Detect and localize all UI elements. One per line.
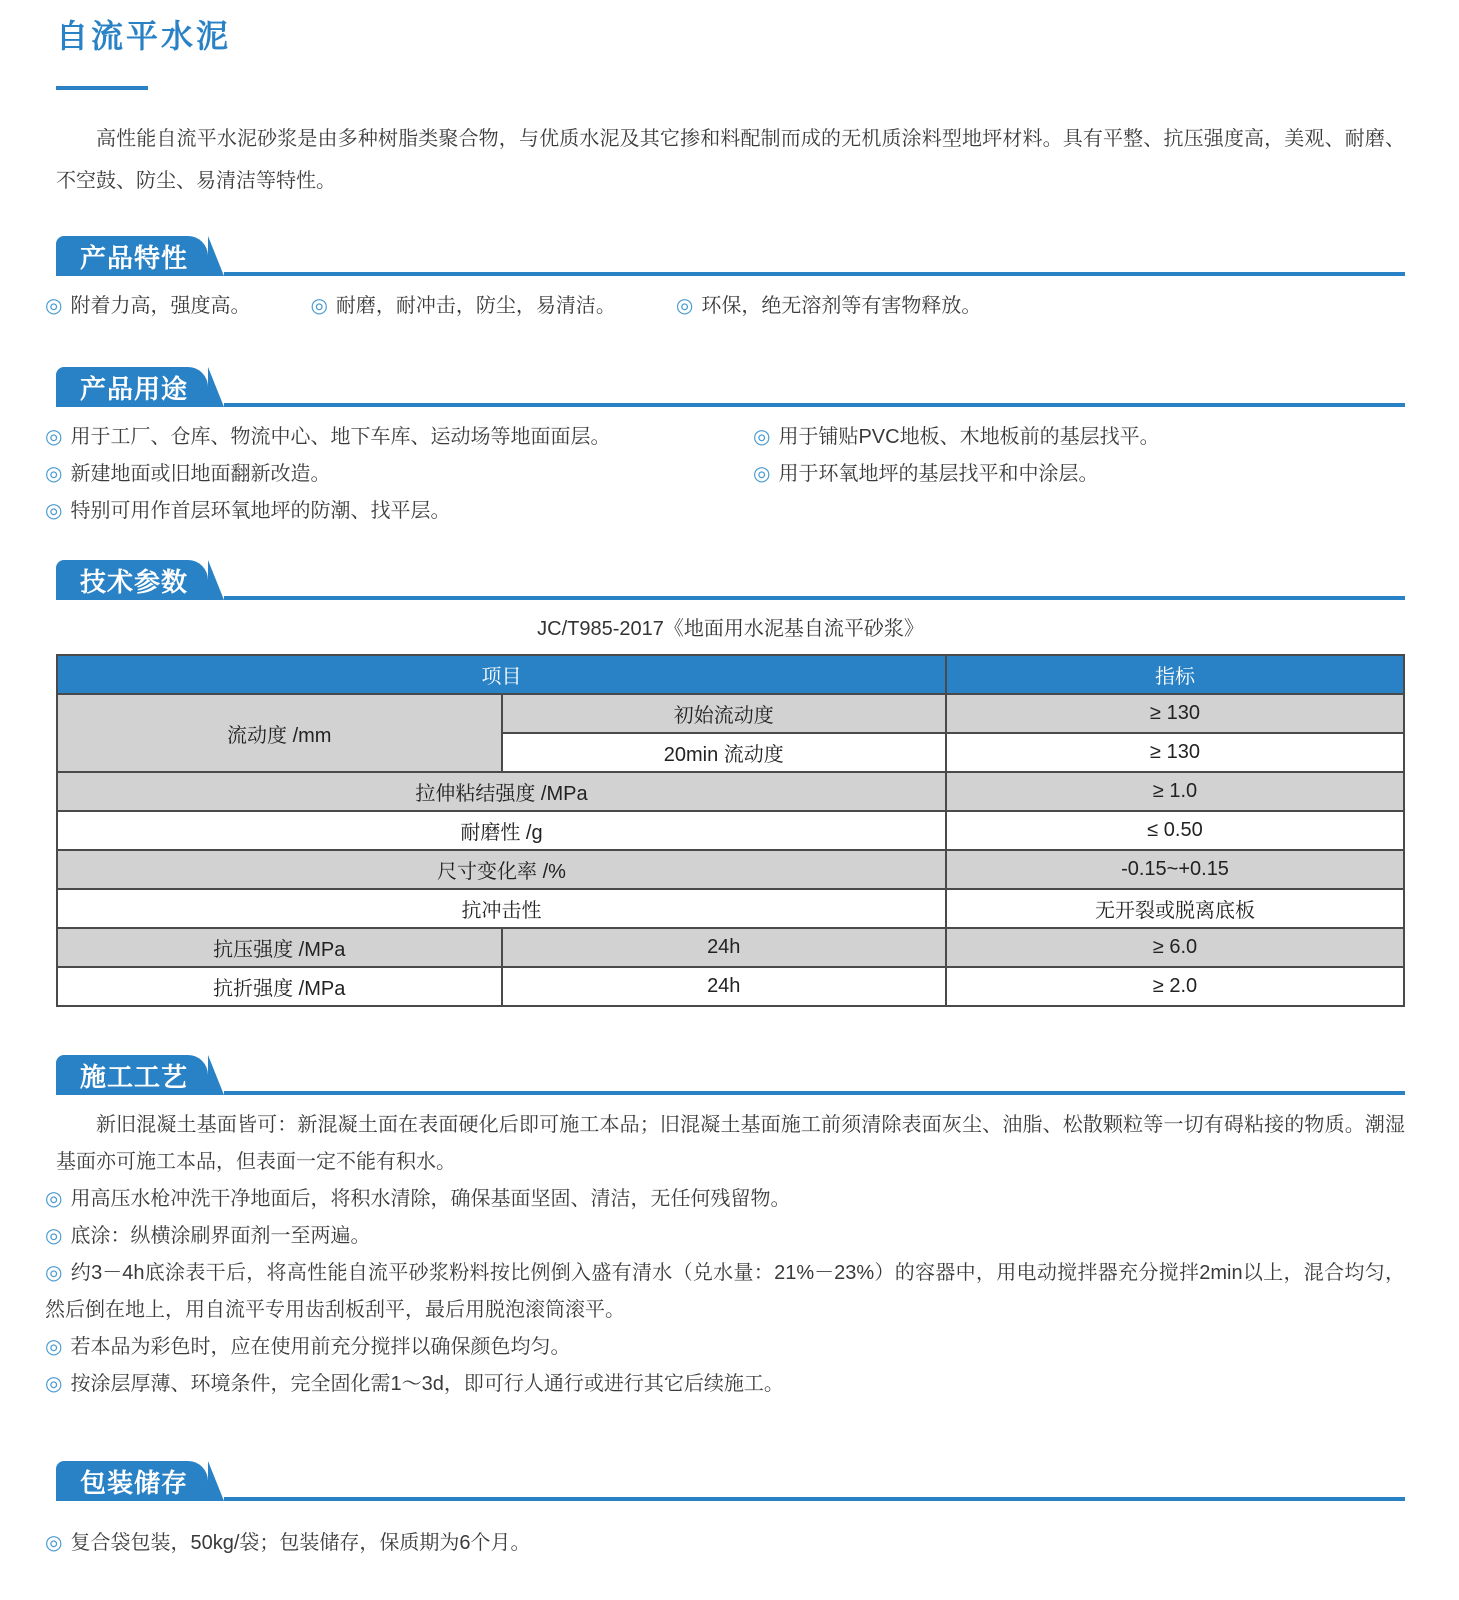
section-rule	[224, 272, 1405, 276]
spec-cell-flow-20min-label: 20min 流动度	[502, 733, 947, 772]
spec-row-flexural	[57, 967, 1404, 1006]
section-tab-uses: 产品用途	[56, 367, 208, 407]
process-intro-paragraph: 新旧混凝土基面皆可：新混凝土面在表面硬化后即可施工本品；旧混凝土基面施工前须清除表面灰尘、油脂、松散颗粒等一切有碍粘接的物质。潮湿基面亦可施工本品，但表面一定不能有积水。	[56, 1114, 1405, 1173]
page-title: 自流平水泥	[56, 18, 232, 54]
process-text: 约3－4h底涂表干后，将高性能自流平砂浆粉料按比例倒入盛有清水（兑水量：21%－23%）的容器中，用电动搅拌器充分搅拌2min以上，混合均匀，然后倒在地上，用自流平专用齿刮板刮平，最后用脱泡滚筒滚平。	[45, 1262, 1406, 1321]
spec-cell-compressive-time: 24h	[502, 928, 947, 967]
section-header-packaging	[56, 1461, 1405, 1501]
spec-cell-dimension-value: -0.15~+0.15	[946, 850, 1404, 889]
use-item-empty	[753, 493, 1405, 530]
use-item	[45, 419, 753, 456]
spec-row-tensile	[57, 772, 1404, 811]
spec-cell-impact-label: 抗冲击性	[57, 889, 946, 928]
spec-table	[56, 654, 1405, 1007]
bullet-icon: ◎	[753, 426, 771, 448]
packaging-item	[45, 1525, 1405, 1562]
bullet-icon: ◎	[45, 1336, 63, 1358]
process-item	[45, 1366, 1405, 1403]
use-text: 用于铺贴PVC地板、木地板前的基层找平。	[778, 426, 1160, 448]
spec-cell-abrasion-label: 耐磨性 /g	[57, 811, 946, 850]
bullet-icon: ◎	[45, 295, 63, 317]
bullet-icon: ◎	[310, 295, 328, 317]
process-text: 若本品为彩色时，应在使用前充分搅拌以确保颜色均匀。	[70, 1336, 571, 1358]
bullet-icon: ◎	[45, 1373, 63, 1395]
bullet-icon: ◎	[45, 1188, 63, 1210]
packaging-text: 复合袋包装，50kg/袋；包装储存，保质期为6个月。	[70, 1532, 531, 1554]
process-body	[45, 1107, 1405, 1403]
use-item	[753, 419, 1405, 456]
section-rule	[224, 1091, 1405, 1095]
spec-cell-flow-initial-label: 初始流动度	[502, 694, 947, 733]
section-tab-packaging: 包装储存	[56, 1461, 208, 1501]
spec-cell-flexural-value: ≥ 2.0	[946, 967, 1404, 1006]
bullet-icon: ◎	[675, 295, 694, 317]
section-rule	[224, 1497, 1405, 1501]
feature-item	[676, 288, 981, 325]
bullet-icon: ◎	[45, 426, 63, 448]
spec-cell-flexural-label: 抗折强度 /MPa	[57, 967, 502, 1006]
use-text: 特别可用作首层环氧地坪的防潮、找平层。	[70, 500, 451, 522]
intro-paragraph: 高性能自流平水泥砂浆是由多种树脂类聚合物，与优质水泥及其它掺和料配制而成的无机质涂料型地坪材料。具有平整、抗压强度高，美观、耐磨、不空鼓、防尘、易清洁等特性。	[56, 128, 1405, 192]
process-text: 用高压水枪冲洗干净地面后，将积水清除，确保基面坚固、清洁，无任何残留物。	[70, 1188, 791, 1210]
use-text: 新建地面或旧地面翻新改造。	[70, 463, 331, 485]
section-rule	[224, 596, 1405, 600]
spec-cell-dimension-label: 尺寸变化率 /%	[57, 850, 946, 889]
spec-cell-flexural-time: 24h	[502, 967, 947, 1006]
section-tab-process: 施工工艺	[56, 1055, 208, 1095]
bullet-icon: ◎	[45, 1225, 63, 1247]
process-text: 按涂层厚薄、环境条件，完全固化需1～3d，即可行人通行或进行其它后续施工。	[70, 1373, 784, 1395]
title-underline	[56, 86, 148, 90]
spec-header-row	[57, 655, 1404, 694]
spec-cell-flow-label: 流动度 /mm	[57, 694, 502, 772]
bullet-icon: ◎	[45, 500, 63, 522]
section-tab-specs: 技术参数	[56, 560, 208, 600]
feature-text: 附着力高，强度高。	[70, 295, 251, 317]
spec-cell-tensile-label: 拉伸粘结强度 /MPa	[57, 772, 946, 811]
process-item	[45, 1218, 1405, 1255]
use-text: 用于环氧地坪的基层找平和中涂层。	[778, 463, 1099, 485]
bullet-icon: ◎	[753, 463, 771, 485]
section-tab-features: 产品特性	[56, 236, 208, 276]
spec-cell-abrasion-value: ≤ 0.50	[946, 811, 1404, 850]
spec-row-dimension	[57, 850, 1404, 889]
section-header-uses	[56, 367, 1405, 407]
feature-item	[45, 288, 250, 325]
bullet-icon: ◎	[45, 463, 63, 485]
uses-list	[45, 419, 1405, 530]
process-item	[45, 1181, 1405, 1218]
spec-cell-impact-value: 无开裂或脱离底板	[946, 889, 1404, 928]
features-list	[45, 288, 1405, 325]
section-header-specs	[56, 560, 1405, 600]
use-item	[753, 456, 1405, 493]
spec-row-flow-initial	[57, 694, 1404, 733]
spec-table-caption: JC/T985-2017《地面用水泥基自流平砂浆》	[537, 618, 924, 640]
feature-item	[310, 288, 615, 325]
spec-row-compressive	[57, 928, 1404, 967]
spec-row-impact	[57, 889, 1404, 928]
spec-header-index: 指标	[946, 655, 1404, 694]
process-item	[45, 1329, 1405, 1366]
section-header-process	[56, 1055, 1405, 1095]
packaging-list	[45, 1525, 1405, 1562]
feature-text: 耐磨，耐冲击，防尘，易清洁。	[335, 295, 616, 317]
process-text: 底涂：纵横涂刷界面剂一至两遍。	[70, 1225, 371, 1247]
spec-cell-compressive-label: 抗压强度 /MPa	[57, 928, 502, 967]
spec-cell-compressive-value: ≥ 6.0	[946, 928, 1404, 967]
spec-header-item: 项目	[57, 655, 946, 694]
section-rule	[224, 403, 1405, 407]
spec-row-abrasion	[57, 811, 1404, 850]
section-header-features	[56, 236, 1405, 276]
feature-text: 环保，绝无溶剂等有害物释放。	[701, 295, 982, 317]
bullet-icon: ◎	[45, 1262, 63, 1284]
use-item	[45, 456, 753, 493]
use-item	[45, 493, 753, 530]
spec-cell-tensile-value: ≥ 1.0	[946, 772, 1404, 811]
process-item	[45, 1255, 1405, 1329]
spec-cell-flow-20min-value: ≥ 130	[946, 733, 1404, 772]
bullet-icon: ◎	[45, 1532, 63, 1554]
use-text: 用于工厂、仓库、物流中心、地下车库、运动场等地面面层。	[70, 426, 611, 448]
spec-cell-flow-initial-value: ≥ 130	[946, 694, 1404, 733]
